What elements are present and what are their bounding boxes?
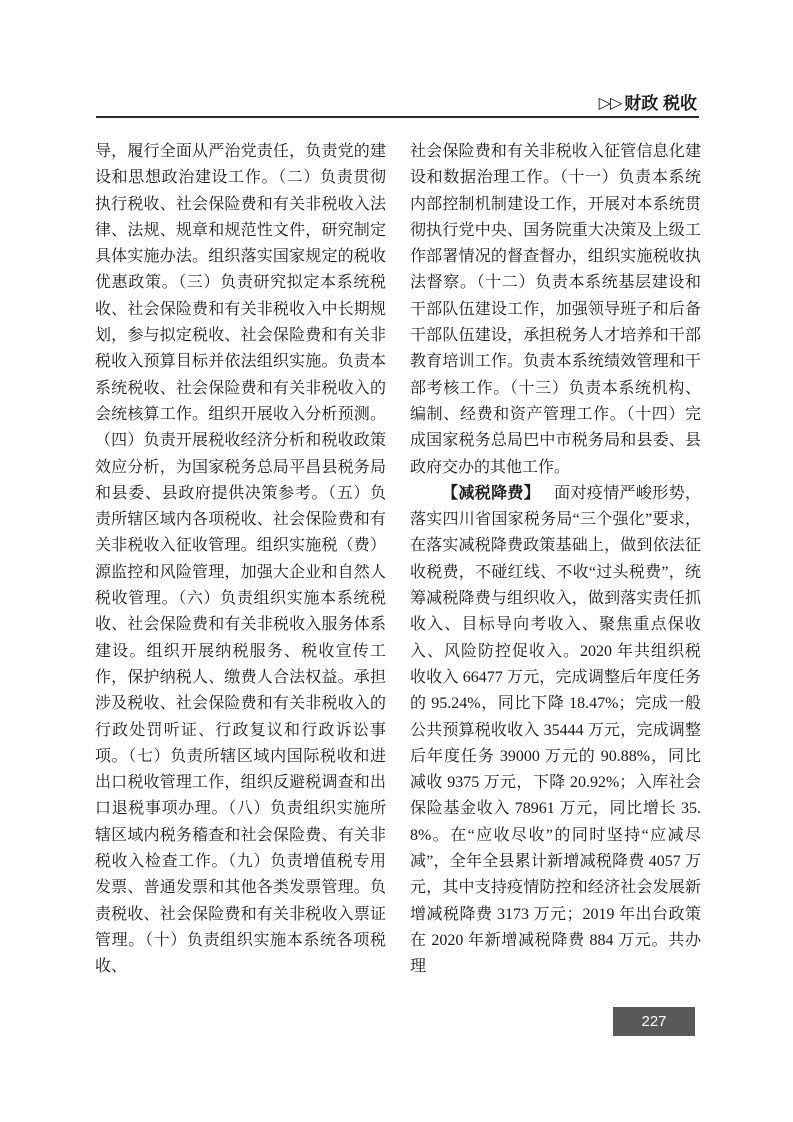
content-columns — [95, 139, 701, 977]
paragraph-duties-continuation: 导，履行全面从严治党责任，负责党的建设和思想政治建设工作。（二）负责贯彻执行税收、社会保险费和有关非税收入法律、法规、规章和规范性文件，研究制定具体实施办法。组织落实国家规定的税收优惠政策。（三）负责研究拟定本系统税收、社会保险费和有关非税收入中长期规划，参与拟定税收、社会保险费和有关非税收入预算目标并依法组织实施。负责本系统税收、社会保险费和有关非税收入的会统核算工作。组织开展收入分析预测。（四）负责开展税收经济分析和税收政策效应分析，为国家税务总局平昌县税务局和县委、县政府提供决策参考。（五）负责所辖区域内各项税收、社会保险费和有关非税收入征收管理。组织实施税（费）源监控和风险管理，加强大企业和自然人税收管理。（六）负责组织实施本系统税收、社会保险费和有关非税收入服务体系建设。组织开展纳税服务、税收宣传工作，保护纳税人、缴费人合法权益。承担涉及税收、社会保险费和有关非税收入的行政处罚听证、行政复议和行政诉讼事项。（七）负责所辖区域内国际税收和进出口税收管理工作，组织反避税调查和出口退税事项办理。（八）负责组织实施所辖区域内税务稽查和社会保险费、有关非税收入检查工作。（九）负责增值税专用发票、普通发票和其他各类发票管理。负责税收、社会保险费和有关非税收入票证管理。（十）负责组织实施本系统各项税收、 — [95, 143, 386, 976]
header-rule — [96, 116, 699, 118]
section-title: 财政 税收 — [624, 94, 697, 113]
left-column — [95, 139, 386, 977]
paragraph-duties-end: 社会保险费和有关非税收入征管信息化建设和数据治理工作。（十一）负责本系统内部控制机制建设工作，开展对本系统贯彻执行党中央、国务院重大决策及上级工作部署情况的督查督办，组织实施税收执法督察。（十二）负责本系统基层建设和干部队伍建设工作，加强领导班子和后备干部队伍建设，承担税务人才培养和干部教育培训工作。负责本系统绩效管理和干部考核工作。（十三）负责本系统机构、编制、经费和资产管理工作。（十四）完成国家税务总局巴中市税务局和县委、县政府交办的其他工作。 — [410, 143, 701, 476]
entry-label: 【减税降费】 — [442, 484, 541, 502]
page-number: 227 — [641, 1013, 667, 1030]
page-number-badge — [613, 1007, 695, 1036]
entry-text: 面对疫情严峻形势，落实四川省国家税务局“三个强化”要求，在落实减税降费政策基础上，做到依法征收税费，不碰红线、不收“过头税费”，统筹减税降费与组织收入，做到落实责任抓收入、目标导向考收入、聚焦重点保收入、风险防控促收入。2020 年共组织税收收入 66477 万元，完成调整后年度任务的 95.24%，同比下降 18.47%；完成一般公共预算税收收入 35444 万元，完成调整后年度任务 39000 万元的 90.88%，同比减收 9375 万元，下降 20.92%；入库社会保险基金收入 78961 万元，同比增长 35.8%。在“应收尽收”的同时坚持“应减尽减”，全年全县累计新增减税降费 4057 万元，其中支持疫情防控和经济社会发展新增减税降费 3173 万元；2019 年出台政策在 2020 年新增减税降费 884 万元。共办理 — [410, 484, 701, 976]
page-header — [599, 89, 697, 114]
right-column — [410, 139, 701, 977]
paragraph-tax-reduction — [410, 481, 701, 977]
section-marker-icon: ▷▷ — [598, 95, 622, 112]
